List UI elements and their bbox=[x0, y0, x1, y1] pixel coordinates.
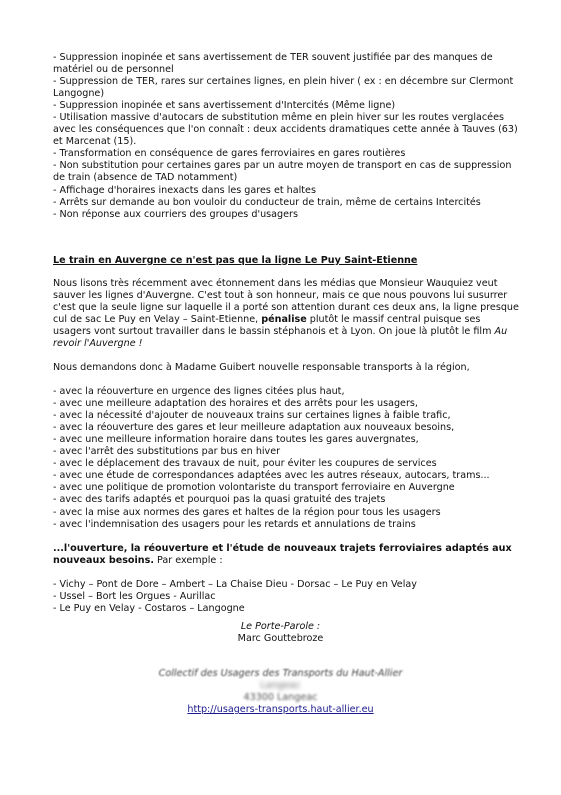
paragraph-line: Nous lisons très récemment avec étonnement dans les médias que Monsieur Wauquiez veut bbox=[53, 277, 498, 289]
route-item: - Vichy – Pont de Dore – Ambert – La Chaise Dieu - Dorsac – Le Puy en Velay bbox=[53, 578, 417, 590]
conclusion bbox=[53, 543, 513, 567]
complaint-line: - Suppression inopinée et sans avertissement d'Intercités (Même ligne) bbox=[53, 100, 396, 112]
section-heading: Le train en Auvergne ce n'est pas que la ligne Le Puy Saint-Etienne bbox=[53, 254, 418, 266]
demand-item: - avec l'indemnisation des usagers pour les retards et annulations de trains bbox=[53, 518, 416, 530]
footer-logo-smudge bbox=[0, 656, 561, 668]
footer-website-link[interactable]: http://usagers-transports.haut-allier.eu bbox=[187, 704, 374, 716]
signature-name: Marc Gouttebroze bbox=[237, 633, 324, 645]
complaint-line: de train (absence de TAD notamment) bbox=[53, 172, 238, 184]
demand-item: - avec l'arrêt des substitutions par bus en hiver bbox=[53, 446, 281, 458]
demand-item: - avec une politique de promotion volontariste du transport ferroviaire en Auvergne bbox=[53, 482, 455, 494]
complaint-line: - Arrêts sur demande au bon vouloir du conducteur de train, même de certains Intercités bbox=[53, 196, 481, 208]
demands-list bbox=[53, 386, 513, 531]
complaint-line: - Affichage d'horaires inexacts dans les gares et haltes bbox=[53, 184, 316, 196]
paragraph-line bbox=[53, 326, 513, 338]
demand-intro: Nous demandons donc à Madame Guibert nouvelle responsable transports à la région, bbox=[53, 361, 470, 373]
demand-item: - avec la réouverture en urgence des lignes citées plus haut, bbox=[53, 386, 345, 398]
complaint-line: - Transformation en conséquence de gares ferroviaires en gares routières bbox=[53, 148, 406, 160]
complaint-line: - Non réponse aux courriers des groupes d'usagers bbox=[53, 208, 298, 220]
complaint-line: avec les conséquences que l'on connaît : deux accidents dramatiques cette année à Tauves (63) bbox=[53, 124, 518, 136]
complaint-line: - Non substitution pour certaines gares par un autre moyen de transport en cas de suppression bbox=[53, 160, 512, 172]
conclusion-line bbox=[53, 555, 513, 567]
paragraph-line: c'est que la seule ligne sur laquelle il a porté son attention durant ces deux ans, la ligne presque bbox=[53, 301, 519, 313]
footer-block bbox=[0, 656, 561, 716]
complaint-line: - Suppression inopinée et sans avertissement de TER souvent justifiée par des manques de bbox=[53, 52, 493, 63]
demand-item: - avec une meilleure information horaire dans toutes les gares auvergnates, bbox=[53, 434, 419, 446]
demand-item: - avec le déplacement des travaux de nuit, pour éviter les coupures de services bbox=[53, 458, 437, 470]
paragraph-line: sauver les lignes d'Auvergne. C'est tout à son honneur, mais ce que nous pouvons lui susurrer bbox=[53, 289, 508, 301]
complaint-line: matériel ou de personnel bbox=[53, 64, 174, 76]
complaints-list bbox=[53, 52, 518, 221]
routes-list bbox=[53, 579, 513, 615]
route-item: - Le Puy en Velay - Costaros – Langogne bbox=[53, 602, 245, 614]
demand-item: - avec la nécessité d'ajouter de nouveaux trains sur certaines lignes à faible trafic, bbox=[53, 410, 451, 422]
demand-item: - avec une meilleure adaptation des horaires et des arrêts pour les usagers, bbox=[53, 398, 418, 410]
signature-role: Le Porte-Parole : bbox=[240, 621, 321, 632]
letter-body bbox=[53, 52, 519, 615]
film-title: Au bbox=[494, 325, 508, 337]
footer-place: Langeac bbox=[260, 680, 301, 692]
complaint-line: et Marcenat (15). bbox=[53, 136, 137, 148]
complaint-line: Langogne) bbox=[53, 88, 105, 100]
conclusion-text: Par exemple : bbox=[154, 554, 223, 566]
footer-postcode: 43300 Langeac bbox=[243, 692, 318, 704]
paragraph-wauquiez bbox=[53, 277, 519, 350]
complaint-line: - Utilisation massive d'autocars de substitution même en plein hiver sur les routes verglacées bbox=[53, 112, 504, 124]
conclusion-line: ...l'ouverture, la réouverture et l'étude de nouveaux trajets ferroviaires adaptés aux bbox=[53, 542, 512, 554]
signature-block bbox=[0, 621, 561, 645]
paragraph-text: plutôt le massif central puisque ses bbox=[306, 313, 481, 325]
footer-org: Collectif des Usagers des Transports du Haut-Allier bbox=[158, 668, 403, 679]
emphasis-penalise: pénalise bbox=[261, 313, 307, 325]
demand-item: - avec une étude de correspondances adaptées avec les autres réseaux, autocars, trams... bbox=[53, 470, 490, 482]
route-item: - Ussel – Bort les Orgues - Aurillac bbox=[53, 590, 216, 602]
demand-item: - avec la réouverture des gares et leur meilleure adaptation aux nouveaux besoins, bbox=[53, 422, 455, 434]
demand-item: - avec des tarifs adaptés et pourquoi pas la quasi gratuité des trajets bbox=[53, 494, 386, 506]
film-title-cont: revoir l'Auvergne ! bbox=[53, 337, 143, 349]
complaint-line: - Suppression de TER, rares sur certaines lignes, en plein hiver ( ex : en décembre sur Clermont bbox=[53, 76, 514, 88]
paragraph-text: usagers vont surtout travailler dans le bassin stéphanois et à Lyon. On joue là plutôt le film bbox=[53, 325, 495, 337]
paragraph-line bbox=[53, 314, 513, 326]
demand-item: - avec la mise aux normes des gares et haltes de la région pour tous les usagers bbox=[53, 506, 441, 518]
paragraph-text: cul de sac Le Puy en Velay – Saint-Etienne, bbox=[53, 313, 262, 325]
conclusion-bold: nouveaux besoins. bbox=[53, 554, 154, 566]
